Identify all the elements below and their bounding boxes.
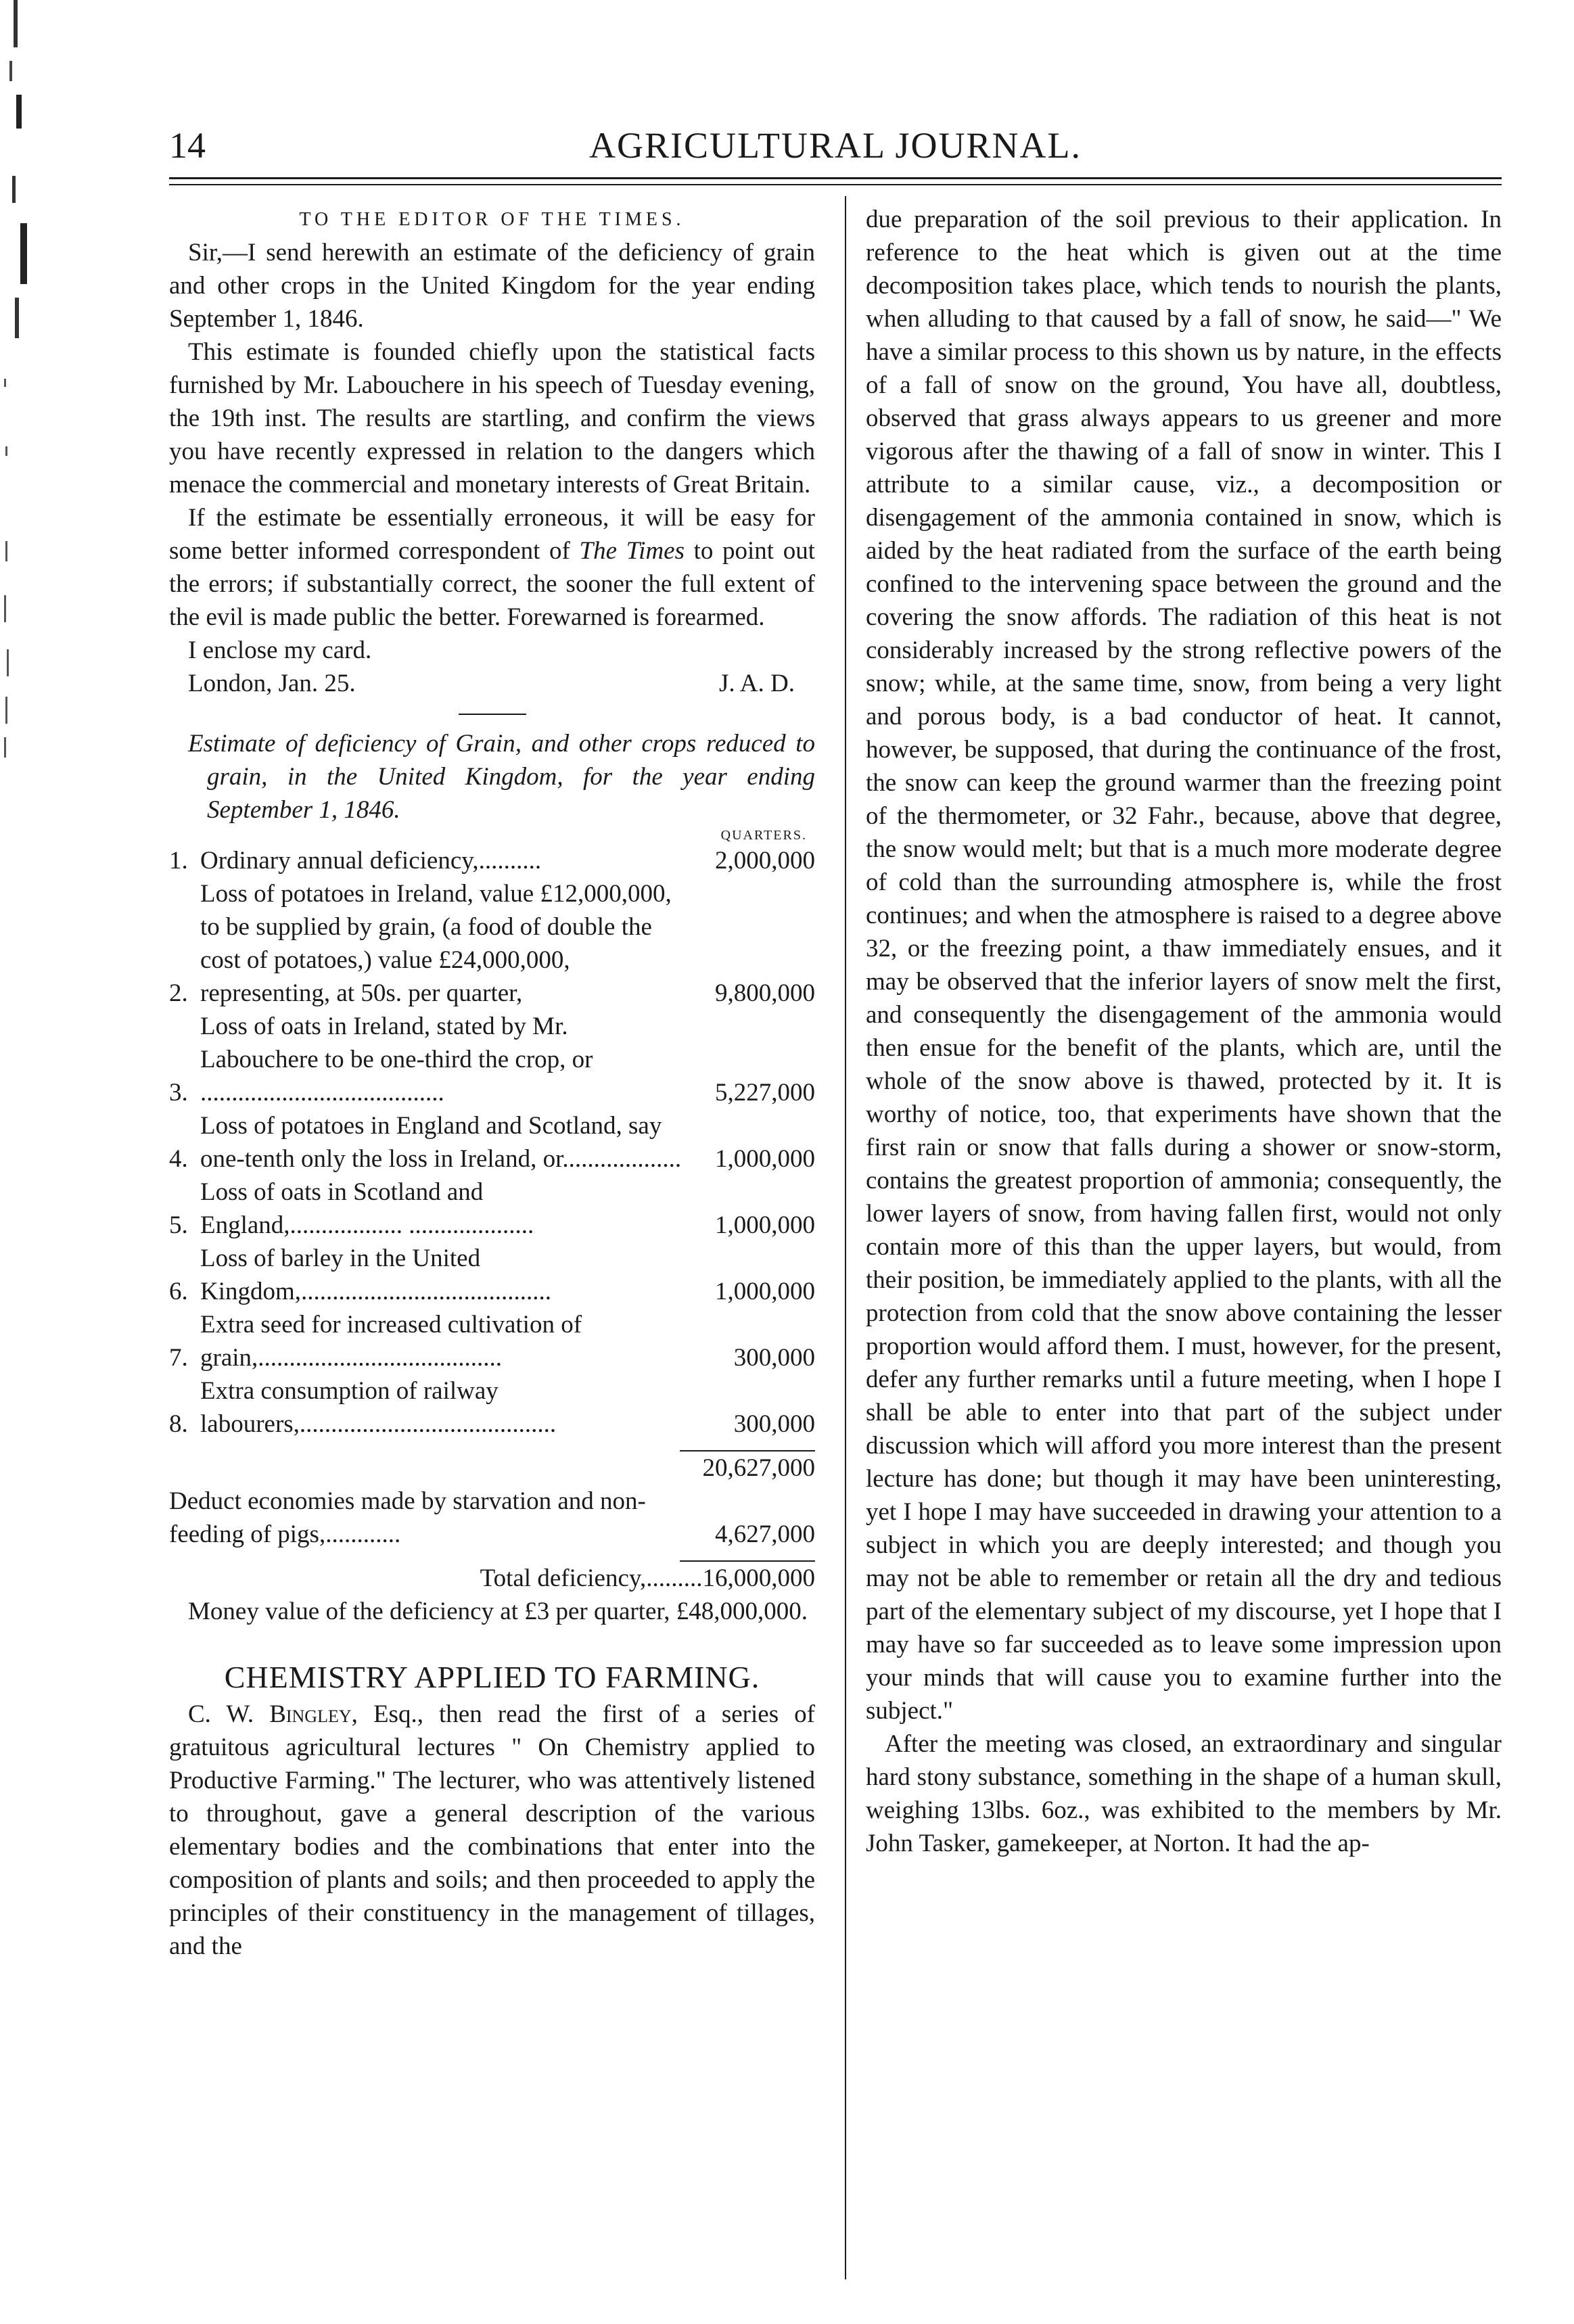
item-value: 1,000,000 <box>715 1211 815 1239</box>
item-number: 6. <box>169 1278 188 1305</box>
text-run: If the estimate be essentially erroneous, it will be easy for some better informed correspondent of <box>169 504 815 565</box>
text-run: , Esq., then read the first of a series of gratuitous agricultural lectures " On Chemistry applied to Productive Farming." The lecturer, who was attentively listened to throughout, gave a general description of the various elementary bodies and the combinations that enter into the composition of plants and soils; and then proceeded to apply the principles of their constituency in the management of tillages, and the <box>169 1700 815 1960</box>
total-deficiency: Total deficiency,.........16,000,000 <box>480 1564 815 1592</box>
item-value: 1,000,000 <box>715 1145 815 1173</box>
table-row <box>169 1176 815 1242</box>
item-text: Loss of potatoes in England and Scotland, say one-tenth only the loss in Ireland, or................... <box>200 1112 682 1173</box>
table-row <box>169 1010 815 1109</box>
text-run: C. W. <box>188 1700 270 1728</box>
item-value: 1,000,000 <box>715 1278 815 1305</box>
place-date: London, Jan. 25. <box>188 670 356 697</box>
item-text: Loss of potatoes in Ireland, value £12,000,000, to be supplied by grain, (a food of double the cost of potatoes,) value £24,000,000, representing, at 50s. per quarter, <box>200 880 672 1007</box>
letter-heading: TO THE EDITOR OF THE TIMES. <box>299 209 685 230</box>
right-column <box>866 203 1502 1860</box>
item-number: 5. <box>169 1211 188 1239</box>
letter-paragraph: I enclose my card. <box>188 636 372 664</box>
item-text: Ordinary annual deficiency,.......... <box>200 847 542 875</box>
letter-signoff <box>169 667 815 700</box>
letter-paragraph <box>169 501 815 634</box>
lecturer-name: Bingley <box>269 1700 352 1728</box>
table-row <box>169 1308 815 1374</box>
item-value: 300,000 <box>733 1344 815 1372</box>
signature: J. A. D. <box>718 670 795 697</box>
estimate-title: Estimate of deficiency of Grain, and other crops reduced to grain, in the United Kingdom, for the year ending September 1, 1846. <box>188 730 815 824</box>
deduction-value: 4,627,000 <box>715 1520 815 1548</box>
lecture-paragraph: After the meeting was closed, an extraordinary and singular hard stony substance, something in the shape of a human skull, weighing 13lbs. 6oz., was exhibited to the members by Mr. John Tasker, gamekeeper, at Norton. It had the ap- <box>866 1730 1502 1857</box>
table-row <box>169 1109 815 1176</box>
item-text: Loss of oats in Scotland and England,.................. .................... <box>200 1178 534 1239</box>
item-number: 4. <box>169 1145 188 1173</box>
column-divider <box>845 196 846 2279</box>
table-row <box>169 844 815 877</box>
estimate-table <box>169 844 815 1441</box>
item-text: Loss of barley in the United Kingdom,........................................ <box>200 1245 552 1305</box>
item-value: 300,000 <box>733 1410 815 1438</box>
page-number: 14 <box>169 125 206 166</box>
item-number: 3. <box>169 1079 188 1107</box>
letter-paragraph: Sir,—I send herewith an estimate of the deficiency of grain and other crops in the United Kingdom for the year ending September 1, 1846. <box>169 239 815 333</box>
header-rule-thin <box>169 184 1502 185</box>
item-number: 8. <box>169 1410 188 1438</box>
item-text: Loss of oats in Ireland, stated by Mr. Labouchere to be one-third the crop, or ....................................... <box>200 1013 593 1107</box>
lecture-paragraph: due preparation of the soil previous to their application. In reference to the heat which is given out at the time decomposition takes place, which tends to nourish the plants, when alluding to that caused by a fall of snow, he said—" We have a similar process to this shown us by nature, in the effects of a fall of snow on the ground, You have all, doubtless, observed that grass always appears to us greener and more vigorous after the thawing of a fall of snow in winter. This I attribute to a similar cause, viz., a decomposition or disengagement of the ammonia contained in snow, which is aided by the heat radiated from the surface of the earth being confined to the intervening space between the ground and the covering the snow affords. The radiation of this heat is not considerably increased by the strong reflective powers of the snow; while, at the same time, snow, from being a very light and porous body, is a bad conductor of heat. It cannot, however, be supposed, that during the continuance of the frost, the snow can keep the ground warmer than the freezing point of the thermometer, or 32 Fahr., because, above that degree, the snow would melt; but that is a much more moderate degree of cold than the surrounding atmosphere is, while the frost continues; and when the atmosphere is raised to a degree above 32, or the freezing point, a thaw immediately ensues, and it may be observed that the inferior layers of snow melt the first, and consequently the disengagement of the ammonia would then ensue for the benefit of the plants, which are, until the whole of the snow above is thawed, protected by it. It is worthy of notice, too, that experiments have shown that the first rain or snow that falls during a shower or snow-storm, contains the greatest proportion of ammonia; consequently, the lower layers of snow, from having fallen first, would not only contain more of this than the upper layers, but would, from their position, be immediately applied to the plants, with all the protection from cold that the snow above containing the lesser proportion would afford them. I must, however, for the present, defer any further remarks until a future meeting, when I hope I shall be able to enter into that part of the subject under discussion which will afford you more interest than the present lecture has done; but though it may have been uninteresting, yet I hope I may have succeeded in drawing your attention to a subject in which you are deeply interested; and though you may not be able to remember or retain all the dry and tedious part of the elementary subject of my discourse, yet I hope that I may have so far succeeded as to leave some impression upon your minds that will cause you to examine further into the subject." <box>866 206 1502 1725</box>
item-value: 2,000,000 <box>715 847 815 875</box>
page-header <box>169 122 1502 176</box>
newspaper-name: The Times <box>579 537 685 565</box>
deduction-row <box>169 1485 815 1551</box>
letter-paragraph: This estimate is founded chiefly upon the statistical facts furnished by Mr. Labouchere in his speech of Tuesday evening, the 19th inst. The results are startling, and confirm the views you have recently expressed in relation to the dangers which menace the commercial and monetary interests of Great Britain. <box>169 338 815 498</box>
item-text: Extra consumption of railway labourers,......................................... <box>200 1377 557 1438</box>
text-run: to point out the errors; if substantially correct, the sooner the full extent of the evil is made public the better. Forewarned is forearmed. <box>169 537 815 631</box>
item-value: 5,227,000 <box>715 1079 815 1107</box>
left-column <box>169 203 815 1963</box>
table-row <box>169 1242 815 1308</box>
section-heading: CHEMISTRY APPLIED TO FARMING. <box>224 1660 760 1694</box>
subtotal-row <box>169 1451 815 1485</box>
item-number: 1. <box>169 847 188 875</box>
item-value: 9,800,000 <box>715 979 815 1007</box>
chemistry-paragraph <box>169 1698 815 1963</box>
item-text: Extra seed for increased cultivation of grain,....................................... <box>200 1311 582 1372</box>
running-title: AGRICULTURAL JOURNAL. <box>588 125 1082 166</box>
item-number: 7. <box>169 1344 188 1372</box>
money-value: Money value of the deficiency at £3 per quarter, £48,000,000. <box>188 1598 808 1625</box>
quarters-column-head: QUARTERS. <box>720 828 807 843</box>
binding-edge-specks <box>0 0 47 778</box>
table-row <box>169 877 815 1010</box>
table-row <box>169 1374 815 1441</box>
subtotal-value: 20,627,000 <box>702 1454 815 1482</box>
header-rule <box>169 177 1502 179</box>
section-separator <box>459 714 526 715</box>
item-number: 2. <box>169 979 188 1007</box>
deduction-text: Deduct economies made by starvation and non-feeding of pigs,............ <box>169 1487 646 1548</box>
